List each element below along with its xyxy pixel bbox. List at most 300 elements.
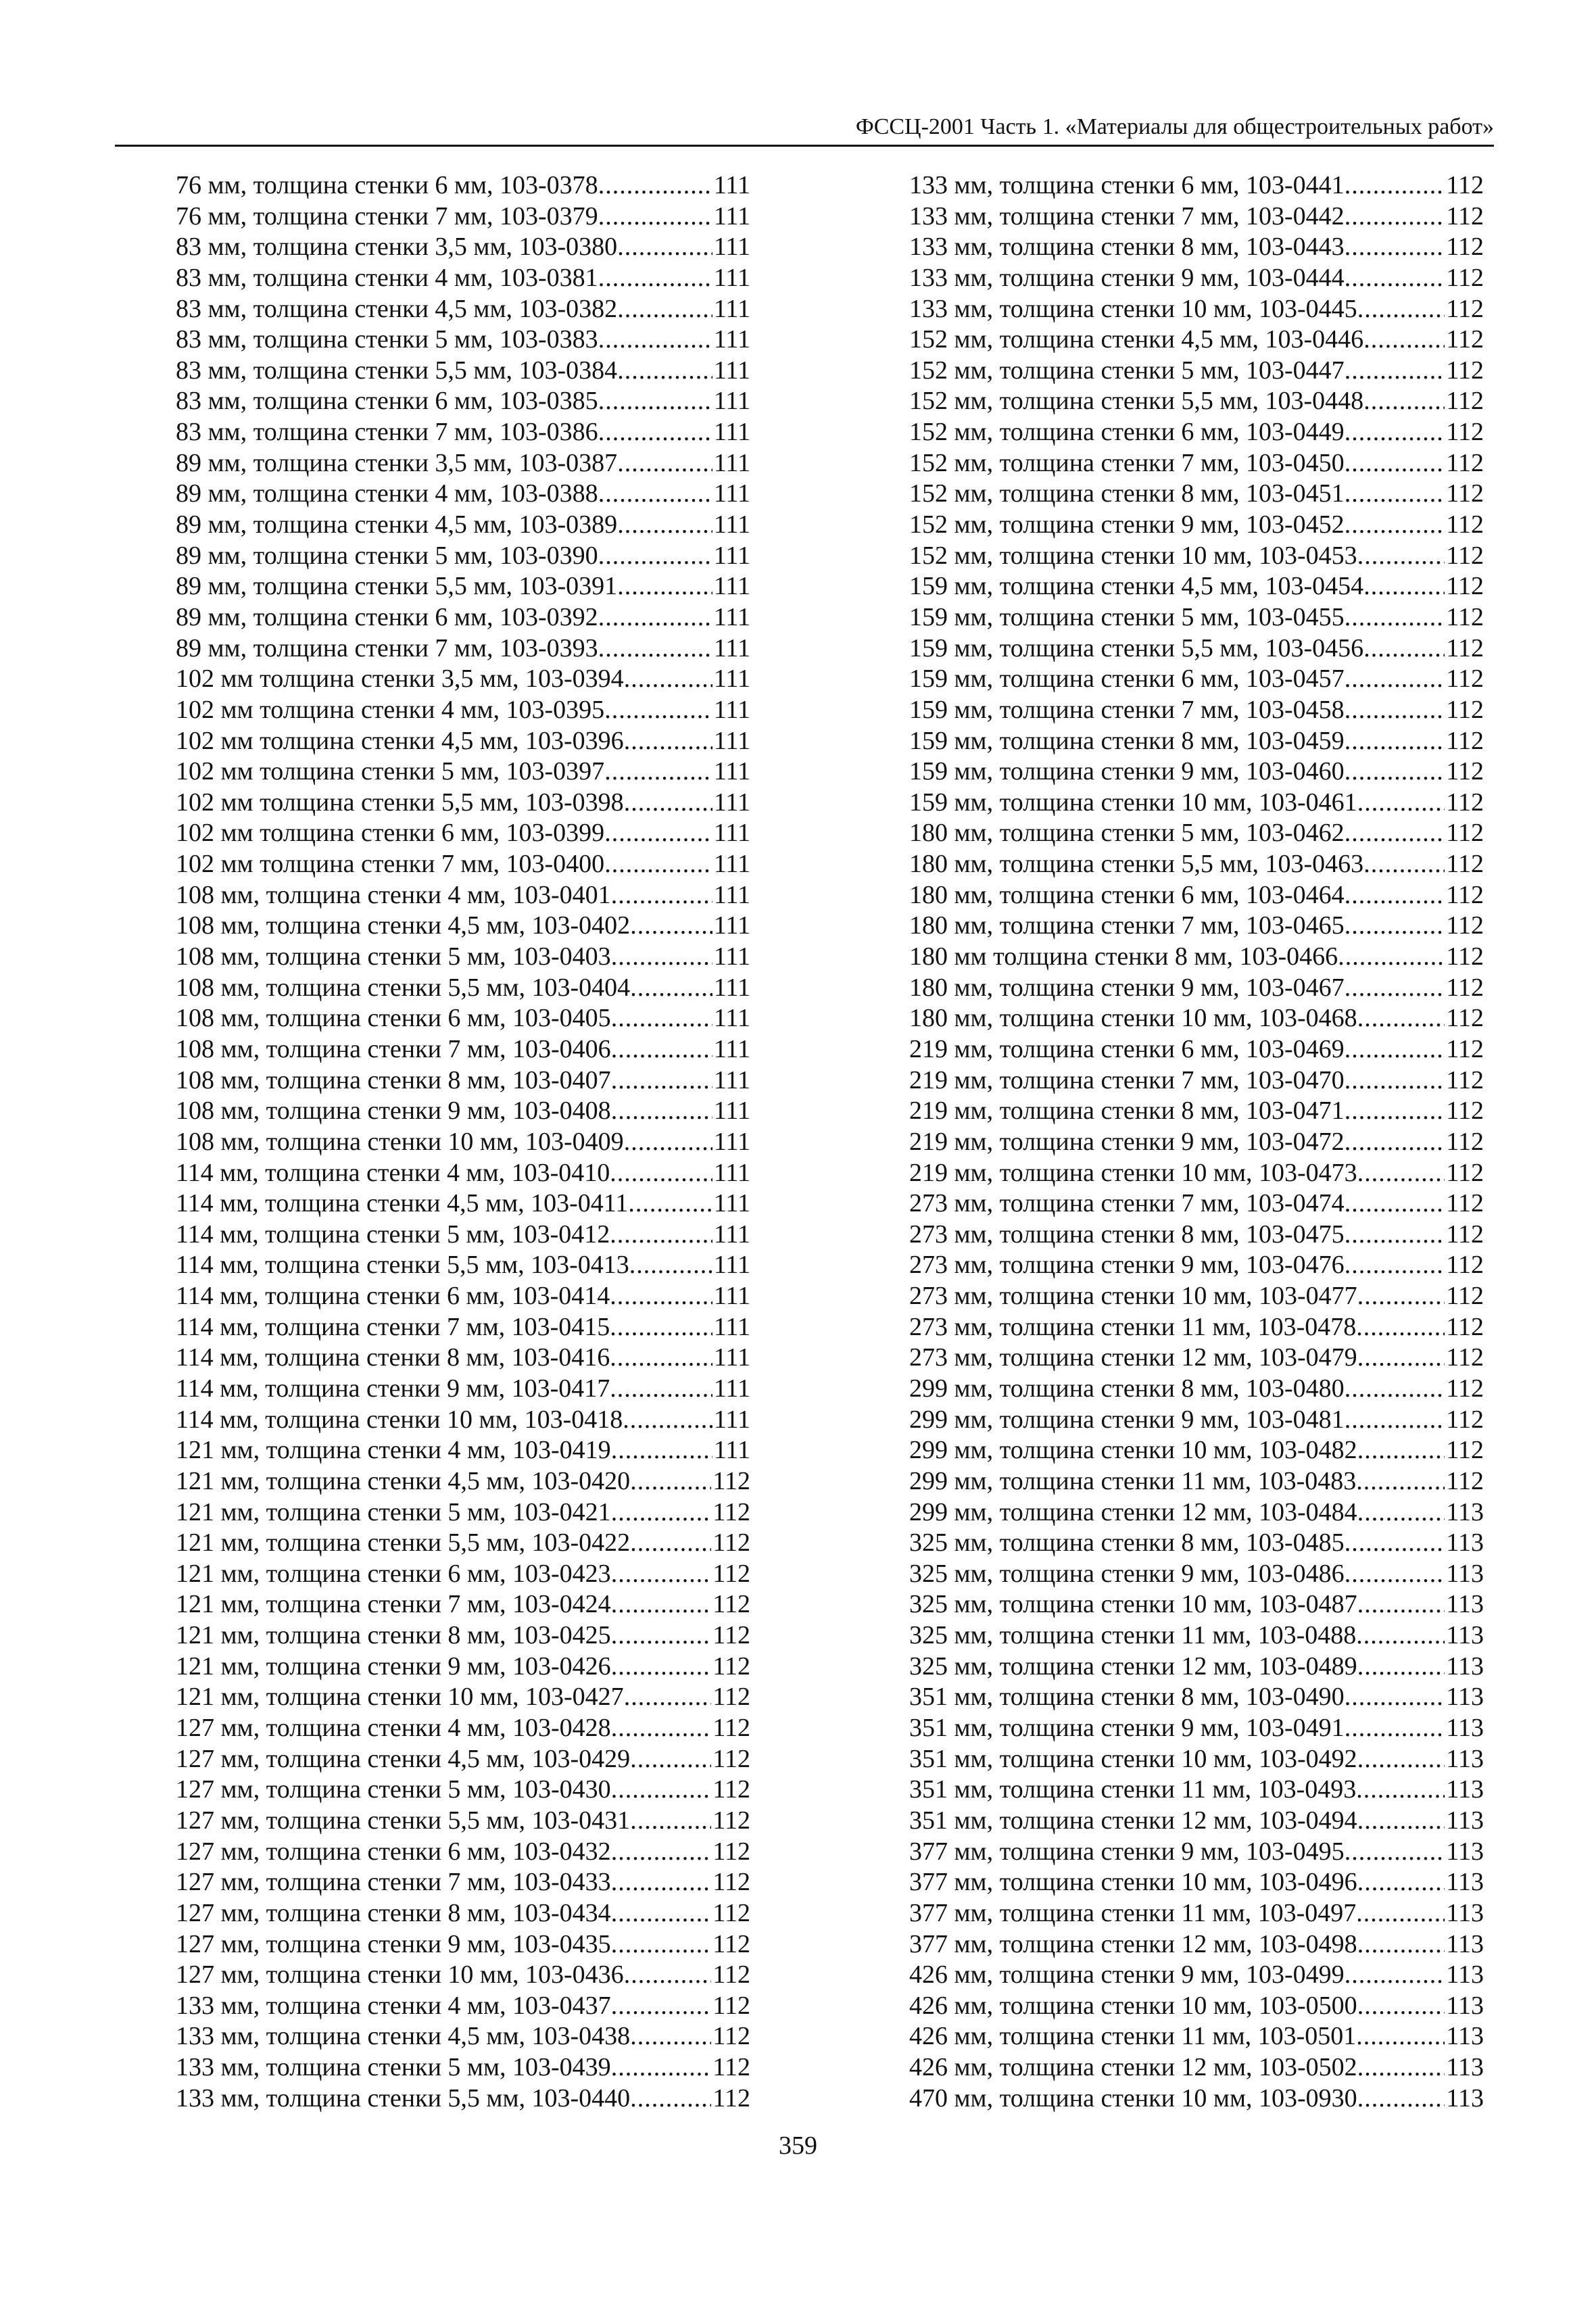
dot-leader — [611, 1497, 712, 1528]
entry-label: 83 мм, толщина стенки 4,5 мм, 103-0382 — [176, 294, 618, 323]
dot-leader — [624, 726, 712, 757]
entry-label: 180 мм, толщина стенки 5 мм, 103-0462 — [909, 819, 1345, 848]
entry-label: 127 мм, толщина стенки 6 мм, 103-0432 — [176, 1837, 611, 1866]
entry-page-number: 112 — [1446, 1312, 1484, 1341]
entry-label: 83 мм, толщина стенки 4 мм, 103-0381 — [176, 263, 598, 292]
dot-leader — [1345, 1250, 1445, 1281]
index-entry — [176, 1188, 750, 1220]
index-entry — [176, 2052, 750, 2083]
entry-page-number: 112 — [1446, 1127, 1484, 1156]
entry-page-number: 112 — [1446, 726, 1484, 755]
entry-page-number: 111 — [713, 387, 750, 416]
dot-leader — [598, 633, 712, 665]
entry-label: 121 мм, толщина стенки 4 мм, 103-0419 — [176, 1436, 611, 1465]
dot-leader — [630, 973, 712, 1004]
dot-leader — [1357, 1003, 1445, 1034]
dot-leader — [1345, 356, 1445, 387]
index-entry — [176, 2083, 750, 2115]
index-entry — [176, 1651, 750, 1683]
index-entry — [909, 1589, 1484, 1620]
index-entry — [909, 1744, 1484, 1775]
entry-label: 114 мм, толщина стенки 4,5 мм, 103-0411 — [176, 1189, 629, 1218]
index-entry — [909, 2021, 1484, 2052]
entry-page-number: 111 — [713, 510, 750, 539]
dot-leader — [598, 324, 712, 356]
dot-leader — [611, 1620, 712, 1651]
entry-label: 114 мм, толщина стенки 9 мм, 103-0417 — [176, 1374, 610, 1403]
entry-page-number: 112 — [1446, 942, 1484, 971]
dot-leader — [630, 911, 712, 942]
index-entry — [176, 1281, 750, 1312]
entry-label: 121 мм, толщина стенки 8 мм, 103-0425 — [176, 1621, 611, 1650]
index-entry — [909, 788, 1484, 819]
entry-label: 180 мм толщина стенки 8 мм, 103-0466 — [909, 942, 1338, 971]
entry-page-number: 111 — [713, 911, 750, 940]
entry-page-number: 113 — [1446, 1837, 1484, 1866]
entry-page-number: 112 — [1446, 1343, 1484, 1372]
index-entry — [176, 201, 750, 233]
entry-page-number: 112 — [712, 1714, 750, 1743]
entry-label: 114 мм, толщина стенки 8 мм, 103-0416 — [176, 1343, 610, 1372]
entry-page-number: 111 — [713, 201, 750, 231]
dot-leader — [630, 1466, 711, 1497]
entry-label: 351 мм, толщина стенки 12 мм, 103-0494 — [909, 1806, 1357, 1835]
entry-page-number: 113 — [1446, 1806, 1484, 1835]
index-entry — [176, 1466, 750, 1497]
entry-page-number: 112 — [1446, 880, 1484, 909]
entry-label: 133 мм, толщина стенки 4,5 мм, 103-0438 — [176, 2022, 631, 2051]
dot-leader — [1357, 1744, 1445, 1775]
index-entry — [909, 818, 1484, 849]
entry-label: 133 мм, толщина стенки 5 мм, 103-0439 — [176, 2053, 611, 2082]
dot-leader — [1345, 1034, 1445, 1065]
dot-leader — [1345, 664, 1445, 695]
dot-leader — [1357, 788, 1445, 819]
entry-page-number: 112 — [712, 1744, 750, 1773]
entry-label: 299 мм, толщина стенки 8 мм, 103-0480 — [909, 1374, 1345, 1403]
entry-page-number: 113 — [1446, 1559, 1484, 1588]
dot-leader — [1357, 2052, 1445, 2083]
entry-label: 426 мм, толщина стенки 12 мм, 103-0502 — [909, 2053, 1357, 2082]
dot-leader — [598, 201, 712, 233]
entry-label: 114 мм, толщина стенки 5,5 мм, 103-0413 — [176, 1251, 629, 1280]
index-entry — [909, 1806, 1484, 1837]
entry-label: 470 мм, толщина стенки 10 мм, 103-0930 — [909, 2083, 1357, 2113]
entry-page-number: 113 — [1446, 1528, 1484, 1558]
dot-leader — [610, 1343, 712, 1374]
entry-label: 377 мм, толщина стенки 9 мм, 103-0495 — [909, 1837, 1345, 1866]
dot-leader — [1345, 1559, 1445, 1590]
dot-leader — [1345, 232, 1445, 263]
entry-label: 108 мм, толщина стенки 10 мм, 103-0409 — [176, 1127, 624, 1156]
dot-leader — [1357, 1651, 1445, 1683]
entry-page-number: 112 — [1446, 201, 1484, 231]
entry-label: 377 мм, толщина стенки 11 мм, 103-0497 — [909, 1898, 1357, 1927]
dot-leader — [1345, 170, 1445, 201]
entry-page-number: 111 — [713, 1282, 750, 1311]
index-entry — [909, 1158, 1484, 1189]
index-entry — [909, 1405, 1484, 1436]
entry-page-number: 112 — [712, 1590, 750, 1619]
dot-leader — [623, 1405, 712, 1436]
entry-page-number: 111 — [713, 1312, 750, 1341]
dot-leader — [1363, 633, 1445, 665]
entry-page-number: 113 — [1446, 1775, 1484, 1804]
entry-page-number: 111 — [713, 1096, 750, 1126]
entry-page-number: 111 — [713, 880, 750, 909]
index-entry — [909, 1466, 1484, 1497]
entry-label: 89 мм, толщина стенки 4 мм, 103-0388 — [176, 479, 598, 508]
entry-page-number: 111 — [713, 1189, 750, 1218]
entry-label: 152 мм, толщина стенки 9 мм, 103-0452 — [909, 510, 1345, 539]
dot-leader — [630, 1806, 711, 1837]
index-entry — [909, 664, 1484, 695]
index-entry — [909, 1929, 1484, 1960]
entry-label: 83 мм, толщина стенки 3,5 мм, 103-0380 — [176, 233, 618, 262]
entry-page-number: 111 — [713, 572, 750, 601]
index-entry — [176, 911, 750, 942]
entry-label: 121 мм, толщина стенки 9 мм, 103-0426 — [176, 1651, 611, 1681]
index-entry — [909, 2052, 1484, 2083]
dot-leader — [1345, 510, 1445, 541]
entry-page-number: 113 — [1446, 1960, 1484, 1989]
entry-page-number: 112 — [1446, 263, 1484, 292]
dot-leader — [1345, 479, 1445, 510]
index-entry — [176, 726, 750, 757]
index-entry — [909, 1898, 1484, 1929]
dot-leader — [1357, 1806, 1445, 1837]
entry-label: 133 мм, толщина стенки 8 мм, 103-0443 — [909, 233, 1345, 262]
entry-label: 83 мм, толщина стенки 7 мм, 103-0386 — [176, 418, 598, 447]
index-entry — [909, 756, 1484, 788]
entry-page-number: 112 — [1446, 911, 1484, 940]
entry-page-number: 112 — [1446, 1466, 1484, 1495]
index-entry — [176, 1096, 750, 1127]
dot-leader — [1345, 1405, 1445, 1436]
index-entry — [176, 695, 750, 726]
entry-label: 219 мм, толщина стенки 6 мм, 103-0469 — [909, 1034, 1345, 1063]
index-entry — [909, 1497, 1484, 1528]
index-entry — [176, 294, 750, 325]
dot-leader — [598, 479, 712, 510]
entry-label: 108 мм, толщина стенки 8 мм, 103-0407 — [176, 1065, 611, 1094]
entry-page-number: 111 — [713, 448, 750, 477]
entry-page-number: 111 — [713, 541, 750, 570]
index-entry — [176, 356, 750, 387]
index-entry — [176, 756, 750, 788]
index-entry — [176, 1837, 750, 1868]
entry-label: 133 мм, толщина стенки 4 мм, 103-0437 — [176, 1991, 611, 2020]
entry-page-number: 112 — [1446, 602, 1484, 631]
entry-label: 89 мм, толщина стенки 3,5 мм, 103-0387 — [176, 448, 618, 477]
dot-leader — [1363, 324, 1445, 356]
dot-leader — [630, 1744, 711, 1775]
index-entry — [909, 849, 1484, 880]
entry-page-number: 112 — [712, 1559, 750, 1588]
entry-label: 127 мм, толщина стенки 10 мм, 103-0436 — [176, 1960, 624, 1989]
dot-leader — [604, 756, 712, 788]
dot-leader — [1338, 942, 1445, 973]
dot-leader — [604, 849, 712, 880]
entry-page-number: 112 — [712, 1651, 750, 1681]
entry-label: 152 мм, толщина стенки 8 мм, 103-0451 — [909, 479, 1345, 508]
index-entry — [176, 1003, 750, 1034]
entry-label: 377 мм, толщина стенки 12 мм, 103-0498 — [909, 1929, 1357, 1958]
entry-page-number: 112 — [1446, 171, 1484, 199]
index-entry — [176, 1744, 750, 1775]
index-column-left — [176, 170, 750, 2114]
entry-page-number: 112 — [1446, 1282, 1484, 1311]
dot-leader — [1345, 1127, 1445, 1158]
dot-leader — [1345, 417, 1445, 448]
dot-leader — [611, 880, 712, 911]
entry-page-number: 112 — [1446, 510, 1484, 539]
entry-page-number: 113 — [1446, 1651, 1484, 1681]
dot-leader — [1345, 973, 1445, 1004]
entry-page-number: 112 — [1446, 1158, 1484, 1187]
entry-label: 299 мм, толщина стенки 10 мм, 103-0482 — [909, 1436, 1357, 1465]
entry-page-number: 111 — [713, 1343, 750, 1372]
entry-label: 325 мм, толщина стенки 11 мм, 103-0488 — [909, 1621, 1357, 1650]
dot-leader — [598, 170, 712, 201]
dot-leader — [611, 1003, 712, 1034]
dot-leader — [611, 1065, 712, 1096]
dot-leader — [604, 818, 712, 849]
index-entry — [176, 1960, 750, 1991]
index-entry — [176, 479, 750, 510]
entry-label: 152 мм, толщина стенки 5,5 мм, 103-0448 — [909, 387, 1364, 416]
index-entry — [176, 1250, 750, 1281]
dot-leader — [1356, 1898, 1445, 1929]
entry-page-number: 113 — [1446, 1683, 1484, 1712]
entry-label: 180 мм, толщина стенки 5,5 мм, 103-0463 — [909, 850, 1364, 879]
index-entry — [909, 1250, 1484, 1281]
index-entry — [909, 1991, 1484, 2022]
entry-label: 127 мм, толщина стенки 8 мм, 103-0434 — [176, 1898, 611, 1927]
entry-label: 114 мм, толщина стенки 4 мм, 103-0410 — [176, 1158, 610, 1187]
dot-leader — [629, 1250, 712, 1281]
entry-label: 133 мм, толщина стенки 6 мм, 103-0441 — [909, 171, 1345, 199]
dot-leader — [611, 2052, 712, 2083]
entry-page-number: 112 — [712, 1466, 750, 1495]
entry-page-number: 111 — [713, 479, 750, 508]
dot-leader — [628, 1188, 712, 1220]
dot-leader — [1345, 263, 1445, 294]
index-entry — [909, 1559, 1484, 1590]
index-entry — [176, 818, 750, 849]
dot-leader — [1345, 1960, 1445, 1991]
entry-page-number: 113 — [1446, 1621, 1484, 1650]
entry-page-number: 111 — [713, 233, 750, 262]
entry-page-number: 111 — [713, 973, 750, 1002]
entry-label: 121 мм, толщина стенки 4,5 мм, 103-0420 — [176, 1466, 631, 1495]
dot-leader — [1363, 849, 1445, 880]
entry-label: 108 мм, толщина стенки 5,5 мм, 103-0404 — [176, 973, 631, 1002]
entry-label: 102 мм толщина стенки 3,5 мм, 103-0394 — [176, 665, 624, 694]
dot-leader — [1356, 1620, 1445, 1651]
dot-leader — [1345, 1837, 1445, 1868]
index-entry — [909, 448, 1484, 479]
index-entry — [909, 1343, 1484, 1374]
dot-leader — [617, 232, 712, 263]
index-entry — [176, 602, 750, 633]
entry-label: 133 мм, толщина стенки 5,5 мм, 103-0440 — [176, 2083, 631, 2113]
entry-label: 121 мм, толщина стенки 6 мм, 103-0423 — [176, 1559, 611, 1588]
index-entry — [176, 324, 750, 356]
entry-label: 121 мм, толщина стенки 5,5 мм, 103-0422 — [176, 1528, 631, 1558]
dot-leader — [1356, 1466, 1445, 1497]
entry-label: 351 мм, толщина стенки 11 мм, 103-0493 — [909, 1775, 1357, 1804]
entry-label: 89 мм, толщина стенки 5,5 мм, 103-0391 — [176, 572, 618, 601]
entry-label: 152 мм, толщина стенки 10 мм, 103-0453 — [909, 541, 1357, 570]
index-entry — [909, 1713, 1484, 1744]
index-entry — [176, 849, 750, 880]
dot-leader — [617, 356, 712, 387]
index-entry — [176, 417, 750, 448]
dot-leader — [1356, 1775, 1445, 1806]
dot-leader — [1345, 1220, 1445, 1251]
entry-label: 159 мм, толщина стенки 6 мм, 103-0457 — [909, 665, 1345, 694]
index-entry — [176, 788, 750, 819]
dot-leader — [630, 2021, 711, 2052]
index-entry — [909, 1682, 1484, 1713]
index-entry — [909, 294, 1484, 325]
entry-page-number: 112 — [712, 1806, 750, 1835]
entry-page-number: 111 — [713, 602, 750, 631]
entry-page-number: 112 — [1446, 1189, 1484, 1218]
entry-page-number: 113 — [1446, 2083, 1484, 2113]
index-entry — [176, 1497, 750, 1528]
dot-leader — [1357, 1929, 1445, 1960]
entry-page-number: 112 — [1446, 633, 1484, 662]
dot-leader — [604, 695, 712, 726]
index-entry — [176, 1589, 750, 1620]
index-entry — [909, 973, 1484, 1004]
entry-page-number: 112 — [712, 1528, 750, 1558]
index-entry — [176, 541, 750, 572]
index-entry — [176, 1559, 750, 1590]
entry-label: 180 мм, толщина стенки 9 мм, 103-0467 — [909, 973, 1345, 1002]
index-entry — [909, 201, 1484, 233]
index-entry — [909, 1620, 1484, 1651]
entry-label: 127 мм, толщина стенки 4 мм, 103-0428 — [176, 1714, 611, 1743]
page-number: 359 — [779, 2131, 817, 2160]
dot-leader — [610, 1220, 712, 1251]
entry-label: 127 мм, толщина стенки 7 мм, 103-0433 — [176, 1868, 611, 1897]
entry-label: 152 мм, толщина стенки 5 мм, 103-0447 — [909, 356, 1345, 385]
entry-label: 180 мм, толщина стенки 6 мм, 103-0464 — [909, 880, 1345, 909]
entry-page-number: 111 — [713, 942, 750, 971]
index-entry — [909, 1220, 1484, 1251]
index-entry — [909, 880, 1484, 911]
entry-label: 299 мм, толщина стенки 11 мм, 103-0483 — [909, 1466, 1357, 1495]
dot-leader — [624, 788, 712, 819]
entry-page-number: 112 — [1446, 757, 1484, 786]
entry-label: 102 мм толщина стенки 7 мм, 103-0400 — [176, 850, 605, 879]
entry-page-number: 111 — [713, 757, 750, 786]
index-entry — [176, 1620, 750, 1651]
entry-label: 159 мм, толщина стенки 5 мм, 103-0455 — [909, 602, 1345, 631]
entry-page-number: 112 — [1446, 448, 1484, 477]
dot-leader — [1357, 541, 1445, 572]
dot-leader — [1357, 1158, 1445, 1189]
index-entry — [909, 1867, 1484, 1898]
entry-page-number: 112 — [1446, 850, 1484, 879]
index-entry — [909, 263, 1484, 294]
entry-label: 89 мм, толщина стенки 5 мм, 103-0390 — [176, 541, 598, 570]
index-entry — [176, 942, 750, 973]
entry-label: 83 мм, толщина стенки 5,5 мм, 103-0384 — [176, 356, 618, 385]
dot-leader — [617, 448, 712, 479]
entry-label: 121 мм, толщина стенки 7 мм, 103-0424 — [176, 1590, 611, 1619]
entry-label: 351 мм, толщина стенки 10 мм, 103-0492 — [909, 1744, 1357, 1773]
entry-label: 76 мм, толщина стенки 6 мм, 103-0378 — [176, 171, 598, 199]
dot-leader — [611, 1096, 712, 1127]
entry-page-number: 113 — [1446, 1590, 1484, 1619]
index-entry — [909, 356, 1484, 387]
entry-page-number: 111 — [713, 356, 750, 385]
entry-label: 325 мм, толщина стенки 12 мм, 103-0489 — [909, 1651, 1357, 1681]
entry-label: 133 мм, толщина стенки 7 мм, 103-0442 — [909, 201, 1345, 231]
dot-leader — [1357, 1281, 1445, 1312]
entry-label: 377 мм, толщина стенки 10 мм, 103-0496 — [909, 1868, 1357, 1897]
dot-leader — [630, 1528, 711, 1559]
dot-leader — [1363, 571, 1445, 602]
entry-label: 152 мм, толщина стенки 6 мм, 103-0449 — [909, 418, 1345, 447]
index-entry — [909, 170, 1484, 201]
dot-leader — [611, 1929, 712, 1960]
entry-label: 426 мм, толщина стенки 9 мм, 103-0499 — [909, 1960, 1345, 1989]
entry-label: 76 мм, толщина стенки 7 мм, 103-0379 — [176, 201, 598, 231]
dot-leader — [1345, 1374, 1445, 1405]
index-entry — [909, 1775, 1484, 1806]
entry-label: 159 мм, толщина стенки 5,5 мм, 103-0456 — [909, 633, 1364, 662]
entry-label: 108 мм, толщина стенки 9 мм, 103-0408 — [176, 1096, 611, 1126]
index-entry — [176, 1991, 750, 2022]
index-entry — [176, 1374, 750, 1405]
entry-label: 426 мм, толщина стенки 11 мм, 103-0501 — [909, 2022, 1357, 2051]
index-entry — [909, 1127, 1484, 1158]
dot-leader — [610, 1281, 712, 1312]
entry-page-number: 112 — [712, 1837, 750, 1866]
index-entry — [909, 695, 1484, 726]
entry-label: 133 мм, толщина стенки 9 мм, 103-0444 — [909, 263, 1345, 292]
entry-page-number: 111 — [713, 1220, 750, 1249]
running-header: ФССЦ-2001 Часть 1. «Материалы для общестроительных работ» — [855, 114, 1494, 139]
index-entry — [176, 232, 750, 263]
entry-label: 127 мм, толщина стенки 9 мм, 103-0435 — [176, 1929, 611, 1958]
entry-label: 159 мм, толщина стенки 4,5 мм, 103-0454 — [909, 572, 1364, 601]
dot-leader — [611, 1837, 712, 1868]
entry-page-number: 111 — [713, 1158, 750, 1187]
entry-page-number: 112 — [1446, 479, 1484, 508]
entry-label: 273 мм, толщина стенки 12 мм, 103-0479 — [909, 1343, 1357, 1372]
entry-label: 89 мм, толщина стенки 4,5 мм, 103-0389 — [176, 510, 618, 539]
dot-leader — [611, 1559, 712, 1590]
dot-leader — [610, 1374, 712, 1405]
index-entry — [176, 510, 750, 541]
entry-label: 152 мм, толщина стенки 7 мм, 103-0450 — [909, 448, 1345, 477]
dot-leader — [1363, 386, 1445, 417]
index-entry — [909, 2083, 1484, 2115]
index-entry — [176, 170, 750, 201]
entry-page-number: 112 — [712, 2053, 750, 2082]
entry-label: 89 мм, толщина стенки 6 мм, 103-0392 — [176, 602, 598, 631]
entry-page-number: 111 — [713, 294, 750, 323]
entry-label: 219 мм, толщина стенки 10 мм, 103-0473 — [909, 1158, 1357, 1187]
entry-label: 121 мм, толщина стенки 10 мм, 103-0427 — [176, 1683, 624, 1712]
index-entry — [909, 1528, 1484, 1559]
